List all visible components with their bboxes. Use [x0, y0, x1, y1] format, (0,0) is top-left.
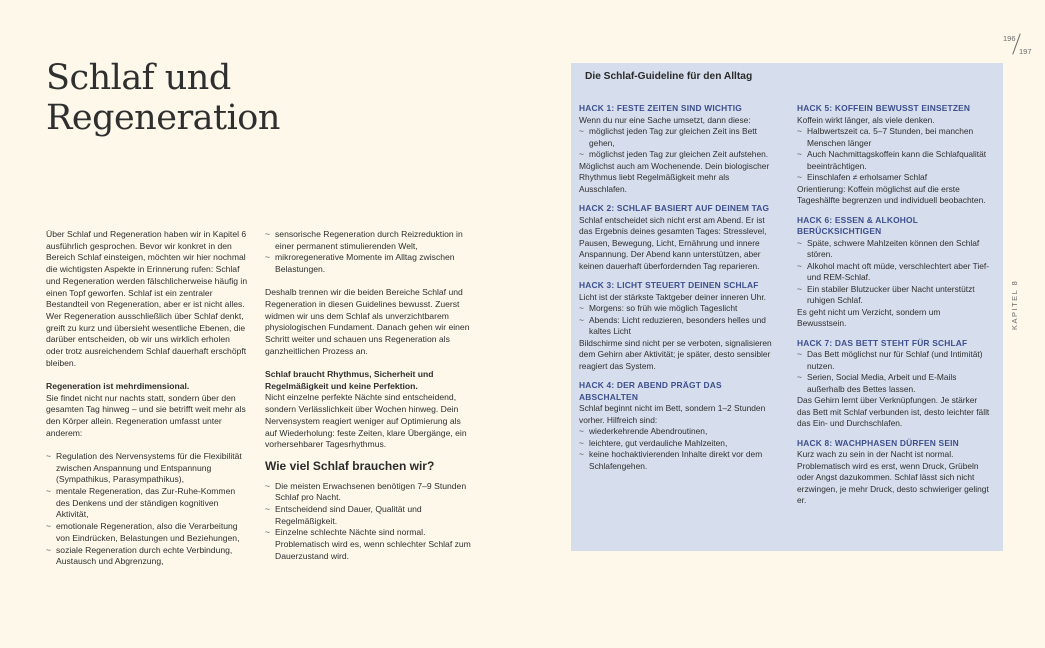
hack-section: [579, 280, 773, 372]
box-column-right: [797, 103, 991, 515]
bold-heading: Regeneration ist mehrdimensional.: [46, 380, 190, 391]
hack-text: Bildschirme sind nicht per se verboten, signalisieren dem Gehirn aber Aktivität; je später, desto sensibler reagiert das System.: [579, 337, 772, 371]
list-item: ~ Morgens: so früh wie möglich Tageslicht: [579, 303, 773, 315]
text-column-1: [46, 229, 249, 568]
hack-text: Das Gehirn lernt über Verknüpfungen. Je stärker das Bett mit Schlaf verbunden ist, desto leichter fällt das Ein- und Durchschlafen.: [797, 395, 990, 428]
hack-text: Orientierung: Koffein möglichst auf die erste Tageshälfte begrenzen und individuell beobachten.: [797, 183, 986, 205]
list-item: ~ sensorische Regeneration durch Reizreduktion in einer permanent stimulierenden Welt,: [265, 229, 475, 252]
list-item: ~ Entscheidend sind Dauer, Qualität und Regelmäßigkeit.: [265, 504, 475, 527]
box-column-left: [579, 103, 773, 480]
hack-text: Schlaf beginnt nicht im Bett, sondern 1–2 Stunden vorher. Hilfreich sind:: [579, 403, 766, 425]
list-item: ~ Ein stabiler Blutzucker über Nacht unterstützt ruhigen Schlaf.: [797, 284, 991, 307]
list-item: ~ Auch Nachmittagskoffein kann die Schlafqualität beeinträchtigen.: [797, 149, 991, 172]
list-item: ~ Späte, schwere Mahlzeiten können den Schlaf stören.: [797, 238, 991, 261]
guideline-box: [571, 63, 1003, 551]
hack-list: [579, 303, 773, 338]
regeneration-list: [46, 451, 249, 568]
list-item: ~ Das Bett möglichst nur für Schlaf (und Intimität) nutzen.: [797, 349, 991, 372]
hack-section: [797, 338, 991, 430]
list-item: ~ leichtere, gut verdauliche Mahlzeiten,: [579, 438, 773, 450]
hack-list: [797, 238, 991, 307]
paragraph: Sie findet nicht nur nachts statt, sondern über den gesamten Tag hinweg – und sie betrifft weit mehr als den Körper allein. Regeneration umfasst unter anderem:: [46, 392, 246, 438]
paragraph: Deshalb trennen wir die beiden Bereiche Schlaf und Regeneration in diesen Guidelines bewusst. Zuerst widmen wir uns dem Schlaf als unverzichtbarem physiologischen Fundament. Danach gehen wir einen Schritt weiter und schauen uns Regeneration als ganzheitlichen Prozess an.: [265, 287, 470, 356]
title-line: Regeneration: [46, 98, 280, 138]
list-item: ~ emotionale Regeneration, also die Verarbeitung von Eindrücken, Belastungen und Beziehungen,: [46, 521, 249, 544]
box-title: Die Schlaf-Guideline für den Alltag: [585, 71, 753, 82]
hack-section: [579, 380, 773, 472]
list-item: ~ soziale Regeneration durch echte Verbindung, Austausch und Abgrenzung,: [46, 545, 249, 568]
chapter-tab: KAPITEL 8: [1010, 279, 1019, 330]
hack-section: [797, 103, 991, 207]
hack-list: [579, 426, 773, 472]
hack-section: [797, 215, 991, 330]
bold-heading: Schlaf braucht Rhythmus, Sicherheit und Regelmäßigkeit und keine Perfektion.: [265, 369, 434, 391]
text-column-2: [265, 229, 475, 563]
intro-paragraph: Über Schlaf und Regeneration haben wir in Kapitel 6 ausführlich gesprochen. Bevor wir konkret in den Bereich Schlaf einsteigen, möchten wir hier nochmal die wichtigsten Aspekte in Erinnerung rufen: Schlaf und Regeneration werden fälschlicherweise häufig in einen Topf geworfen. Schlaf ist ein zentraler Bestandteil von Regeneration, aber er ist nicht alles. Wer Regeneration ausschließlich über Schlaf denkt, greift zu kurz und übersieht wesentliche Ebenen, die darüber entscheiden, ob wir uns wirklich erholen oder trotz ausreichendem Schlaf dauerhaft erschöpft bleiben.: [46, 229, 248, 368]
list-item: ~ möglichst jeden Tag zur gleichen Zeit ins Bett gehen,: [579, 126, 773, 149]
page-number-right: 197: [1019, 47, 1032, 56]
list-item: ~ mentale Regeneration, das Zur-Ruhe-Kommen des Denkens und der ständigen kognitiven Aktivität,: [46, 486, 249, 521]
list-item: ~ möglichst jeden Tag zur gleichen Zeit aufstehen.: [579, 149, 773, 161]
hack-text: Kurz wach zu sein in der Nacht ist normal. Problematisch wird es erst, wenn Druck, Grübeln oder Angst dazukommen. Schlaf lässt sich nicht erzwingen, je mehr Druck, desto schwieriger gelingt er.: [797, 449, 989, 505]
hack-text: Möglichst auch am Wochenende. Dein biologischer Rhythmus liebt Regelmäßigkeit mehr als Ausschlafen.: [579, 160, 770, 194]
list-item: ~ Einzelne schlechte Nächte sind normal. Problematisch wird es, wenn schlechter Schlaf zum Dauerzustand wird.: [265, 527, 475, 562]
hack-text: Licht ist der stärkste Taktgeber deiner inneren Uhr.: [579, 291, 766, 302]
hack-title: HACK 1: FESTE ZEITEN SIND WICHTIG: [579, 103, 742, 113]
list-item: ~ Halbwertszeit ca. 5–7 Stunden, bei manchen Menschen länger: [797, 126, 991, 149]
hack-list: [579, 126, 773, 161]
list-item: ~ Regulation des Nervensystems für die Flexibilität zwischen Anspannung und Entspannung (Sympathikus, Parasympathikus),: [46, 451, 249, 486]
regeneration-list-continued: [265, 229, 475, 276]
hack-list: [797, 349, 991, 395]
hack-title: HACK 8: WACHPHASEN DÜRFEN SEIN: [797, 437, 959, 448]
list-item: ~ Serien, Social Media, Arbeit und E-Mails außerhalb des Bettes lassen.: [797, 372, 991, 395]
hack-section: [797, 438, 991, 507]
list-item: ~ Abends: Licht reduzieren, besonders helles und kaltes Licht: [579, 315, 773, 338]
hack-title: HACK 7: DAS BETT STEHT FÜR SCHLAF: [797, 337, 968, 348]
page-title: [46, 58, 280, 138]
list-item: ~ Die meisten Erwachsenen benötigen 7–9 Stunden Schlaf pro Nacht.: [265, 481, 475, 504]
title-line: Schlaf und: [46, 58, 231, 98]
hack-text: Schlaf entscheidet sich nicht erst am Abend. Er ist das Ergebnis deines gesamten Tages: Stresslevel, Pausen, Bewegung, Licht, Ernährung und innere Anspannung. Der Abend kann unterstützen, aber keinen dauerhaft überfordernden Tag reparieren.: [579, 214, 767, 271]
hack-section: [579, 203, 773, 272]
paragraph: Nicht einzelne perfekte Nächte sind entscheidend, sondern Verlässlichkeit über Wochen hinweg. Dein Nervensystem reagiert weniger auf Optimierung als auf Wiederholung: feste Zeiten, klare Übergänge, ein vorhersehbarer Tagesrhythmus.: [265, 392, 467, 450]
list-item: ~ wiederkehrende Abendroutinen,: [579, 426, 773, 438]
hack-list: [797, 126, 991, 184]
subheading: Wie viel Schlaf brauchen wir?: [265, 458, 435, 473]
sleep-amount-list: [265, 481, 475, 563]
hack-title: HACK 3: LICHT STEUERT DEINEN SCHLAF: [579, 280, 759, 290]
hack-text: Wenn du nur eine Sache umsetzt, dann diese:: [579, 114, 751, 125]
list-item: ~ Einschlafen ≠ erholsamer Schlaf: [797, 172, 991, 184]
hack-title: HACK 6: ESSEN & ALKOHOL BERÜCKSICHTIGEN: [797, 214, 918, 236]
page-number-left: 196: [1003, 34, 1016, 43]
hack-title: HACK 4: DER ABEND PRÄGT DAS ABSCHALTEN: [579, 380, 722, 402]
list-item: ~ keine hochaktivierenden Inhalte direkt vor dem Schlafengehen.: [579, 449, 773, 472]
hack-text: Koffein wirkt länger, als viele denken.: [797, 114, 935, 125]
hack-title: HACK 2: SCHLAF BASIERT AUF DEINEM TAG: [579, 203, 770, 213]
list-item: ~ Alkohol macht oft müde, verschlechtert aber Tief- und REM-Schlaf.: [797, 261, 991, 284]
hack-section: [579, 103, 773, 195]
hack-text: Es geht nicht um Verzicht, sondern um Bewusstsein.: [797, 306, 941, 328]
hack-title: HACK 5: KOFFEIN BEWUSST EINSETZEN: [797, 103, 971, 113]
list-item: ~ mikroregenerative Momente im Alltag zwischen Belastungen.: [265, 252, 475, 275]
